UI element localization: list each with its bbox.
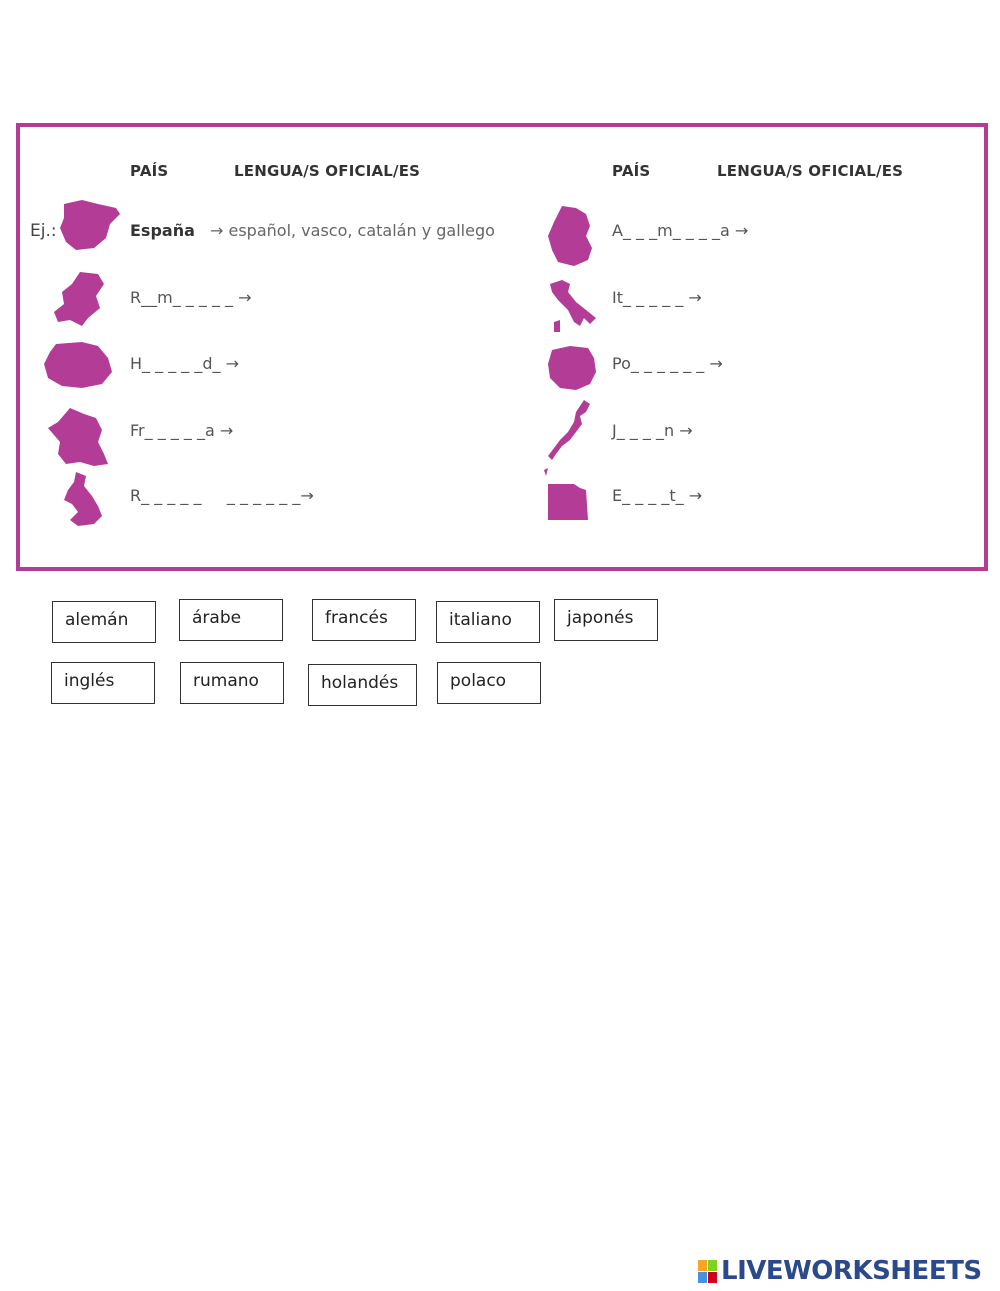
header-lenguas-right: LENGUA/S OFICIAL/ES [717, 162, 904, 180]
country-blank-3[interactable]: Fr_ _ _ _ _a → [130, 421, 234, 440]
country-blank-1[interactable]: R__m_ _ _ _ _ → [130, 288, 252, 307]
country-blank-9[interactable]: E_ _ _ _t_ → [612, 486, 703, 505]
header-pais-right: PAÍS [612, 162, 651, 180]
example-country: España [130, 221, 195, 240]
word-polaco[interactable]: polaco [437, 662, 541, 704]
netherlands-map-icon [52, 270, 106, 328]
word-holandes[interactable]: holandés [308, 664, 417, 706]
country-blank-7[interactable]: Po_ _ _ _ _ _ → [612, 354, 723, 373]
example-label: Ej.: [30, 221, 57, 241]
word-rumano[interactable]: rumano [180, 662, 284, 704]
word-frances[interactable]: francés [312, 599, 416, 641]
word-italiano[interactable]: italiano [436, 601, 540, 643]
germany-map-icon [546, 204, 596, 268]
country-blank-5[interactable]: A_ _ _m_ _ _ _a → [612, 221, 749, 240]
japan-map-icon [540, 398, 596, 478]
egypt-map-icon [546, 482, 588, 522]
word-arabe[interactable]: árabe [179, 599, 283, 641]
word-ingles[interactable]: inglés [51, 662, 155, 704]
country-blank-8[interactable]: J_ _ _ _n → [612, 421, 693, 440]
logo-blocks-icon [698, 1260, 717, 1283]
romania-map-icon [42, 340, 114, 390]
country-blank-2[interactable]: H_ _ _ _ _d_ → [130, 354, 240, 373]
logo-text: LIVEWORKSHEETS [721, 1256, 982, 1286]
header-pais-left: PAÍS [130, 162, 169, 180]
country-blank-4[interactable]: R_ _ _ _ _ _ _ _ _ _ _→ [130, 486, 314, 505]
poland-map-icon [546, 344, 598, 392]
word-japones[interactable]: japonés [554, 599, 658, 641]
liveworksheets-logo [698, 1256, 982, 1286]
spain-map-icon [58, 198, 122, 254]
uk-map-icon [60, 470, 104, 528]
country-blank-6[interactable]: It_ _ _ _ _ → [612, 288, 702, 307]
france-map-icon [44, 406, 110, 468]
italy-map-icon [546, 278, 598, 334]
header-lenguas-left: LENGUA/S OFICIAL/ES [234, 162, 421, 180]
example-languages: → español, vasco, catalán y gallego [210, 221, 495, 240]
word-aleman[interactable]: alemán [52, 601, 156, 643]
